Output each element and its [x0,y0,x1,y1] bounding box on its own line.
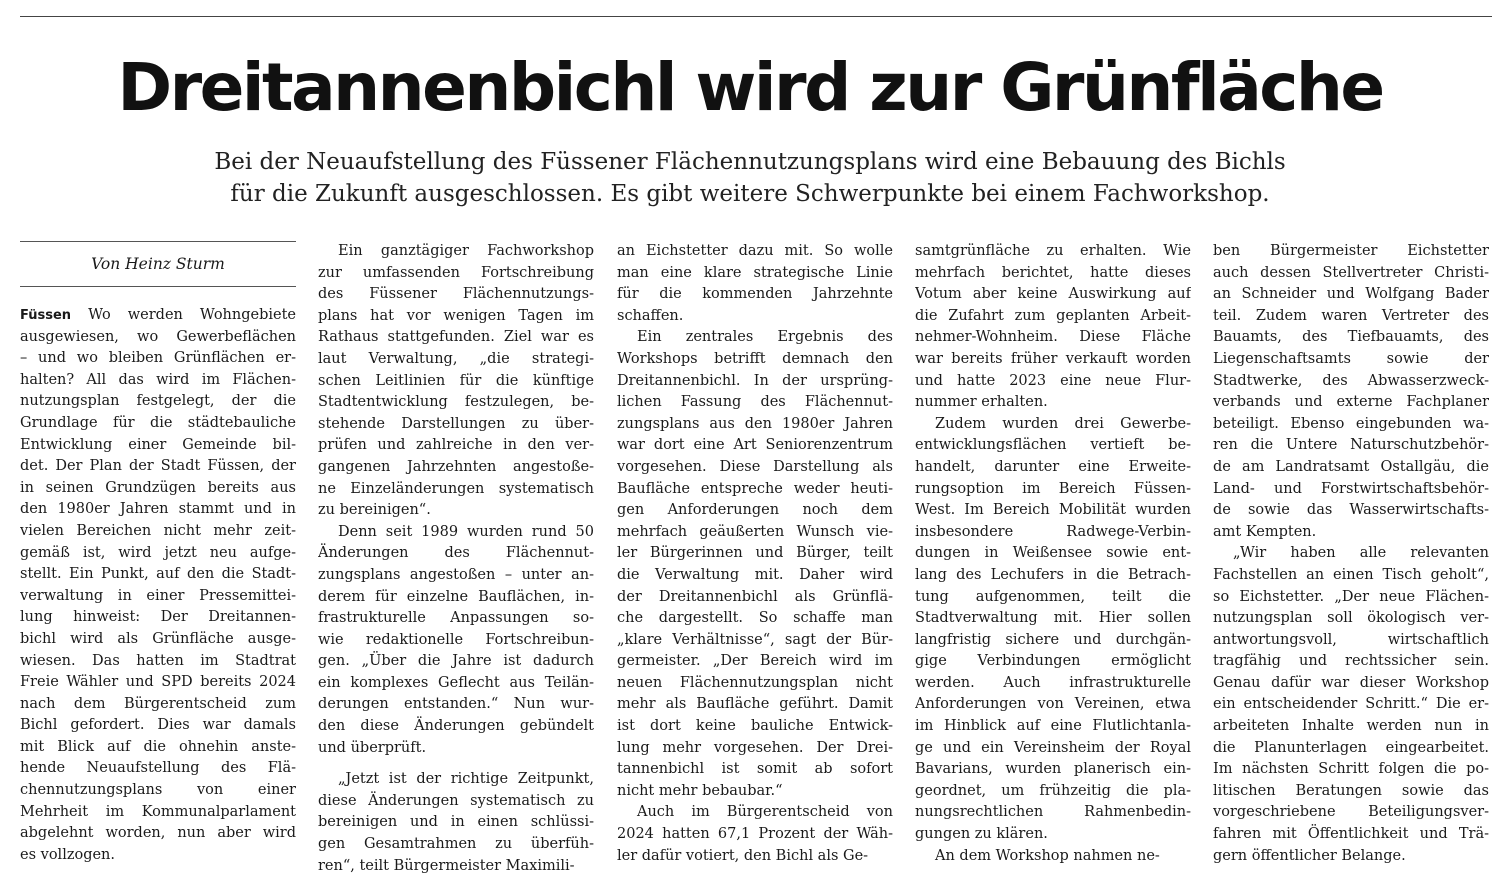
text-line: es vollzogen. [20,846,116,863]
text-line: ler dafür votiert, den Bichl als Ge- [617,847,869,864]
text-line: Rathaus stattgefunden. Ziel war es [318,329,594,346]
text-line: Stadtwerke, des Abwasserzweck- [1213,372,1489,389]
text-line: Denn seit 1989 wurden rund 50 [338,523,594,540]
text-line: Ein ganztägiger Fachworkshop [338,243,594,259]
text-line: Entwicklung einer Gemeinde bil- [20,436,296,453]
text-line: verbands und externe Fachplaner [1213,394,1489,411]
text-line: West. Im Bereich Mobilität wurden [915,502,1191,519]
text-line: Votum aber keine Auswirkung auf [915,286,1191,303]
text-line: ausgewiesen, wo Gewerbeflächen [20,328,296,345]
text-line: war bereits früher verkauft worden [915,350,1191,367]
text-line: so Eichstetter. „Der neue Flächen- [1213,588,1489,605]
text-line: laut Verwaltung, „die strategi- [318,350,594,367]
text-line: Mehrheit im Kommunalparlament [20,803,296,820]
text-line: Land- und Forstwirtschaftsbehör- [1213,480,1489,497]
text-line: die Planunterlagen eingearbeitet. [1213,739,1489,756]
text-line: tannenbichl ist somit ab sofort [617,761,893,778]
text-line: nutzungsplan soll ökologisch ver- [1213,610,1489,627]
text-line: prüfen und zahlreiche in den ver- [318,437,594,454]
text-line: ein entscheidender Schritt.“ Die er- [1213,696,1489,713]
text-line: Grundlage für die städtebauliche [20,414,296,431]
text-line: des Füssener Flächennutzungs- [318,286,594,303]
text-line: zur umfassenden Fortschreibung [318,264,594,281]
text-line: nehmer-Wohnheim. Diese Fläche [915,329,1191,346]
text-line: gangenen Jahrzehnten angestoße- [318,458,594,475]
text-line: Ein zentrales Ergebnis des [637,329,893,346]
text-line: Workshops betrifft demnach den [617,350,893,367]
text-line: antwortungsvoll, wirtschaftlich [1213,631,1489,648]
text-line: fahren mit Öffentlichkeit und Trä- [1213,826,1489,843]
text-line: zungsplans aus den 1980er Jahren [617,415,893,432]
text-line: gige Verbindungen ermöglicht [915,653,1191,670]
text-line: gemäß ist, wird jetzt neu aufge- [20,544,296,561]
text-line: den diese Änderungen gebündelt [318,718,594,735]
text-line: Baufläche entspreche weder heuti- [617,480,893,497]
text-line: insbesondere Radwege-Verbin- [915,523,1191,540]
text-line: ren die Untere Naturschutzbehör- [1213,437,1489,454]
text-line: handelt, darunter eine Erweite- [915,458,1191,475]
text-line: Bichl gefordert. Dies war damals [20,717,296,734]
text-line: ge und ein Vereinsheim der Royal [915,739,1191,756]
text-line: det. Der Plan der Stadt Füssen, der [20,458,296,475]
text-line: im Hinblick auf eine Flutlichtanla- [915,718,1191,735]
text-line: Stadtentwicklung festzulegen, be- [318,394,594,411]
subtitle [60,146,1440,210]
text-line: vielen Bereichen nicht mehr zeit- [20,522,296,539]
text-line: hende Neuaufstellung des Flä- [20,760,296,777]
text-line: gern öffentlicher Belange. [1213,847,1406,864]
text-line: ne Einzeländerungen systematisch [318,480,594,497]
text-line: Bauamts, des Tiefbauamts, des [1213,329,1489,346]
article-column-4 [915,241,1191,867]
text-line: teil. Zudem waren Vertreter des [1213,307,1489,324]
text-line: lichen Fassung des Flächennut- [617,394,893,411]
text-line: lung hinweist: Der Dreitannen- [20,609,296,626]
text-line: amt Kempten. [1213,523,1317,540]
text-line: gungen zu klären. [915,826,1048,843]
text-line: Im nächsten Schritt folgen die po- [1213,761,1489,778]
text-line: abgelehnt worden, nun aber wird [20,825,296,842]
text-line: nungsrechtlichen Rahmenbedin- [915,804,1191,821]
byline: Von Heinz Sturm [20,241,296,287]
text-line: Dreitannenbichl. In der ursprüng- [617,372,893,389]
text-line: litischen Beratungen sowie das [1213,782,1489,799]
text-line: gen Anforderungen noch dem [617,502,893,519]
text-line: Fachstellen an einen Tisch geholt“, [1213,566,1489,583]
article-column-5 [1213,241,1489,867]
text-line: ler Bürgerinnen und Bürger, teilt [617,545,893,562]
text-line: samtgrünfläche zu erhalten. Wie [915,243,1191,259]
text-line: halten? All das wird im Flächen- [20,371,296,388]
subtitle-line: für die Zukunft ausgeschlossen. Es gibt weitere Schwerpunkte bei einem Fachworkshop. [230,181,1270,207]
text-line: gen Gesamtrahmen zu überfüh- [318,836,594,853]
text-line: verwaltung in einer Pressemittei- [20,587,296,604]
text-line: tragfähig und rechtssicher sein. [1213,653,1489,670]
text-line: – und wo bleiben Grünflächen er- [20,350,296,367]
text-line: diese Änderungen systematisch zu [318,792,594,809]
text-line: de am Landratsamt Ostallgäu, die [1213,458,1489,475]
text-line: vorgeschriebene Beteiligungsver- [1213,804,1489,821]
text-line: mit Blick auf die ohnehin anste- [20,738,296,755]
text-line: „Jetzt ist der richtige Zeitpunkt, [338,771,594,788]
text-line: tung aufgenommen, teilt die [915,588,1191,605]
text-line: bereinigen und in einen schlüssi- [318,814,594,831]
text-line: Genau dafür war dieser Workshop [1213,674,1489,691]
text-line: gen. „Über die Jahre ist dadurch [318,653,594,670]
text-line: werden. Auch infrastrukturelle [915,674,1191,691]
text-line: nutzungsplan festgelegt, der die [20,393,296,410]
text-line: stellt. Ein Punkt, auf den die Stadt- [20,566,296,583]
text-line: für die kommenden Jahrzehnte [617,286,893,303]
text-line: Zudem wurden drei Gewerbe- [935,415,1191,432]
text-line: dungen in Weißensee sowie ent- [915,545,1191,562]
text-line: die Zufahrt zum geplanten Arbeit- [915,307,1191,324]
text-line: derem für einzelne Bauflächen, in- [318,588,594,605]
text-line: lang des Lechufers in die Betrach- [915,566,1191,583]
text-line: an Schneider und Wolfgang Bader [1213,286,1489,303]
text-line: bichl wird als Grünfläche ausge- [20,630,296,647]
text-line: nicht mehr bebaubar.“ [617,782,783,799]
dateline: Füssen [20,308,72,323]
text-line: in seinen Grundzügen bereits aus [20,479,296,496]
text-line: mehr als Baufläche geführt. Damit [617,696,893,713]
text-line: derungen entstanden.“ Nun wur- [318,696,594,713]
subtitle-line: Bei der Neuaufstellung des Füssener Flächennutzungsplans wird eine Bebauung des Bichls [214,149,1286,175]
text-line: wie redaktionelle Fortschreibun- [318,631,594,648]
text-line: lung mehr vorgesehen. Der Drei- [617,739,893,756]
text-line: germeister. „Der Bereich wird im [617,653,893,670]
text-line: und überprüft. [318,739,427,756]
text-line: an Eichstetter dazu mit. So wolle [617,243,893,259]
text-line: Füssen Wo werden Wohngebiete [20,307,296,323]
text-line: „klare Verhältnisse“, sagt der Bür- [617,631,893,648]
text-line: beteiligt. Ebenso eingebunden wa- [1213,415,1489,432]
text-line: man eine klare strategische Linie [617,264,893,281]
article-column-2 [318,241,594,877]
text-line: neuen Flächennutzungsplan nicht [617,674,893,691]
text-line: der Dreitannenbichl als Grünflä- [617,588,893,605]
text-line: de sowie das Wasserwirtschafts- [1213,502,1489,519]
headline: Dreitannenbichl wird zur Grünfläche [117,49,1383,126]
text-line: nummer erhalten. [915,394,1048,411]
text-line: rungsoption im Bereich Füssen- [915,480,1191,497]
paragraph-gap [318,759,594,769]
text-line: langfristig sichere und durchgän- [915,631,1191,648]
text-line: die Verwaltung mit. Daher wird [617,566,893,583]
text-line: Anforderungen von Vereinen, etwa [915,696,1191,713]
text-line: Freie Wähler und SPD bereits 2024 [20,674,296,691]
text-line: nach dem Bürgerentscheid zum [20,695,296,712]
text-line: mehrfach berichtet, hatte dieses [915,264,1191,281]
text-line: ren“, teilt Bürgermeister Maximili- [318,857,575,874]
text-line: Bavarians, wurden planerisch ein- [915,761,1191,778]
text-line: frastrukturelle Anpassungen so- [318,610,594,627]
text-line: schen Leitlinien für die künftige [318,372,594,389]
text-line: ist dort keine bauliche Entwick- [617,718,893,735]
article-column-1 [20,241,296,866]
text-line: zu bereinigen“. [318,502,431,519]
text-line: geordnet, um frühzeitig die pla- [915,782,1191,799]
text-line: war dort eine Art Seniorenzentrum [617,437,893,454]
text-line: 2024 hatten 67,1 Prozent der Wäh- [617,826,893,843]
text-line: entwicklungsflächen vertieft be- [915,437,1191,454]
text-line: vorgesehen. Diese Darstellung als [617,458,893,475]
text-line: „Wir haben alle relevanten [1233,545,1489,562]
text-line: Änderungen des Flächennut- [318,545,594,562]
text-line: mehrfach geäußerten Wunsch vie- [617,523,893,540]
text-line: Stadtverwaltung mit. Hier sollen [915,610,1191,627]
article-column-3 [617,241,893,867]
text-line: zungsplans angestoßen – unter an- [318,566,594,583]
text-line: wiesen. Das hatten im Stadtrat [20,652,296,669]
text-line: An dem Workshop nahmen ne- [935,847,1160,864]
text-line: arbeiteten Inhalte werden nun in [1213,718,1489,735]
top-rule [20,16,1492,17]
text-line: plans hat vor wenigen Tagen im [318,307,594,324]
text-line: chennutzungsplans von einer [20,782,296,799]
text-line: schaffen. [617,307,684,324]
text-line: Auch im Bürgerentscheid von [637,804,893,821]
text-line: den 1980er Jahren stammt und in [20,501,296,518]
text-line: che dargestellt. So schaffe man [617,610,893,627]
text-line: stehende Darstellungen zu über- [318,415,594,432]
text-line: ein komplexes Geflecht aus Teilän- [318,674,594,691]
text-line: auch dessen Stellvertreter Christi- [1213,264,1489,281]
text-line: Liegenschaftsamts sowie der [1213,350,1489,367]
text-line: und hatte 2023 eine neue Flur- [915,372,1191,389]
text-line: ben Bürgermeister Eichstetter [1213,243,1489,259]
